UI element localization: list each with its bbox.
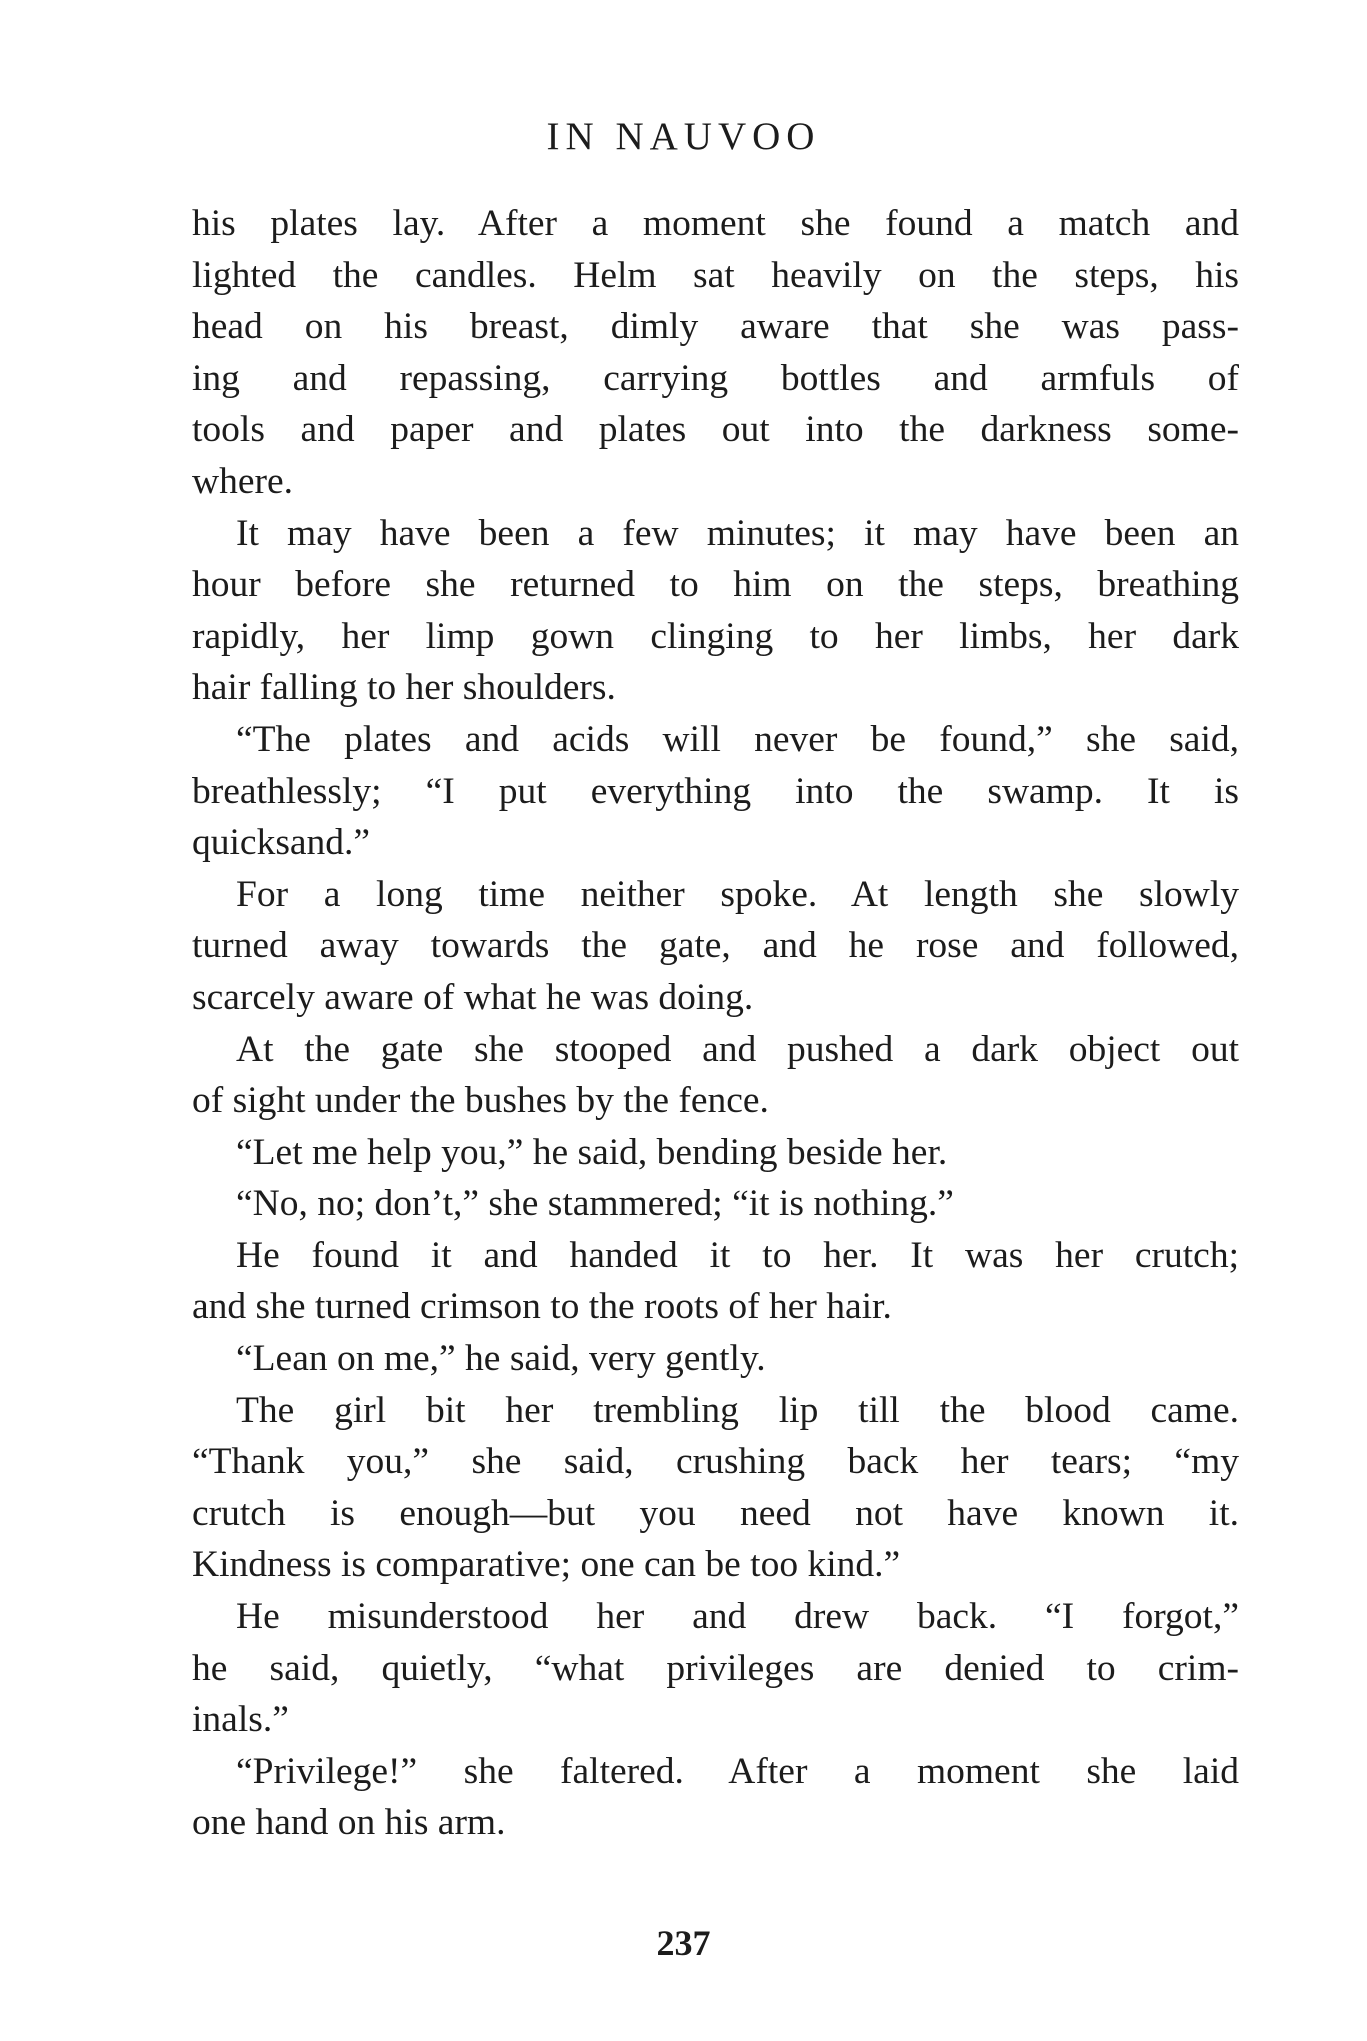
text-line: At the gate she stooped and pushed a dark object out: [236, 1028, 1239, 1070]
text-line: one hand on his arm.: [192, 1802, 506, 1844]
text-line: quicksand.”: [192, 822, 371, 864]
text-line: and she turned crimson to the roots of her hair.: [192, 1286, 892, 1328]
running-head: IN NAUVOO: [546, 115, 821, 158]
text-line: For a long time neither spoke. At length she slowly: [236, 873, 1239, 915]
text-line: scarcely aware of what he was doing.: [192, 976, 754, 1018]
text-line: It may have been a few minutes; it may have been an: [236, 512, 1239, 554]
text-line: He found it and handed it to her. It was her crutch;: [236, 1234, 1239, 1276]
text-line: The girl bit her trembling lip till the blood came.: [236, 1389, 1239, 1431]
text-line: rapidly, her limp gown clinging to her limbs, her dark: [192, 615, 1239, 657]
page-number: 237: [656, 1923, 711, 1963]
text-line: inals.”: [192, 1699, 289, 1741]
text-line: head on his breast, dimly aware that she was pass-: [192, 306, 1239, 348]
text-line: turned away towards the gate, and he rose and followed,: [192, 925, 1239, 967]
text-line: breathlessly; “I put everything into the swamp. It is: [192, 770, 1239, 812]
text-line: “Lean on me,” he said, very gently.: [236, 1338, 766, 1380]
text-line: He misunderstood her and drew back. “I forgot,”: [236, 1596, 1239, 1638]
text-line: his plates lay. After a moment she found a match and: [192, 203, 1239, 244]
text-line: “Let me help you,” he said, bending beside her.: [236, 1131, 948, 1173]
text-line: “No, no; don’t,” she stammered; “it is nothing.”: [236, 1183, 954, 1225]
text-line: ing and repassing, carrying bottles and armfuls of: [192, 357, 1239, 399]
text-line: where.: [192, 460, 293, 502]
text-line: he said, quietly, “what privileges are denied to crim-: [192, 1647, 1239, 1689]
text-line: hair falling to her shoulders.: [192, 667, 616, 709]
text-line: Kindness is comparative; one can be too kind.”: [192, 1544, 901, 1586]
text-line: “The plates and acids will never be found,” she said,: [236, 718, 1239, 760]
text-line: crutch is enough—but you need not have known it.: [192, 1492, 1239, 1534]
text-line: “Privilege!” she faltered. After a moment she laid: [236, 1750, 1239, 1792]
text-line: tools and paper and plates out into the darkness some-: [192, 409, 1239, 451]
text-line: lighted the candles. Helm sat heavily on the steps, his: [192, 254, 1239, 296]
text-line: hour before she returned to him on the steps, breathing: [192, 564, 1239, 606]
text-line: of sight under the bushes by the fence.: [192, 1080, 769, 1122]
body-text: [192, 198, 1239, 1849]
text-line: “Thank you,” she said, crushing back her tears; “my: [192, 1441, 1239, 1483]
